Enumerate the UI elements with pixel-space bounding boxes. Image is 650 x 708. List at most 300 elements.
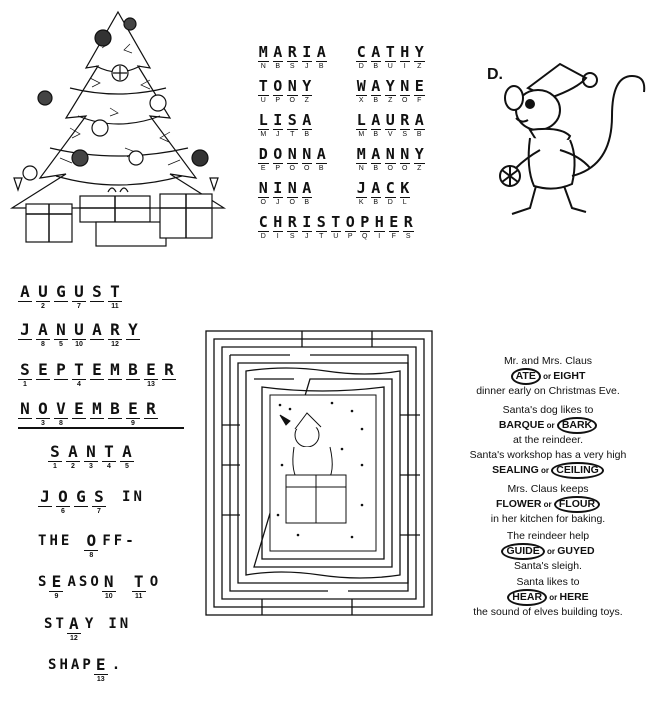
cipher-letter: E <box>414 77 424 95</box>
plain-letter: O <box>149 574 159 590</box>
cipher-letter: A <box>371 111 381 129</box>
cipher-word <box>256 44 329 72</box>
cipher-code: J <box>305 233 309 240</box>
plain-letter: F <box>102 533 111 549</box>
blank-number: 11 <box>135 593 143 600</box>
month-letter-cell <box>54 283 68 311</box>
cipher-code: N <box>260 63 266 70</box>
cipher-word <box>256 180 314 208</box>
cipher-cell <box>329 214 344 242</box>
choice-option-b: BARK <box>557 417 597 434</box>
plain-letter: S <box>44 616 53 632</box>
cipher-letter: O <box>273 77 283 95</box>
monkey-santa-illustration <box>490 58 650 228</box>
cipher-code: L <box>402 199 407 206</box>
cipher-letter: R <box>287 213 297 231</box>
blank-number: 10 <box>104 593 113 600</box>
blank-cell <box>102 573 116 601</box>
cipher-letter: R <box>403 213 413 231</box>
cipher-code: O <box>260 199 266 206</box>
month-number <box>18 340 32 349</box>
cipher-code: F <box>391 233 396 240</box>
choice-block <box>448 404 648 447</box>
choice-options <box>448 462 648 479</box>
plain-letter: T <box>38 533 47 549</box>
choice-or: or <box>538 466 552 475</box>
plain-letter: N <box>119 616 129 632</box>
cipher-code: J <box>276 199 280 206</box>
cipher-cell <box>271 214 286 242</box>
choice-rest: dinner early on Christmas Eve. <box>476 385 620 397</box>
month-number: 9 <box>131 420 135 427</box>
plain-letter: H <box>49 533 58 549</box>
cipher-cell <box>369 78 384 106</box>
cipher-cell <box>383 44 398 72</box>
santa-letter: T <box>102 443 116 462</box>
cipher-letter: H <box>273 213 283 231</box>
choice-options <box>448 543 648 560</box>
cipher-letter: A <box>371 43 381 61</box>
month-number <box>90 302 104 311</box>
cipher-cell <box>271 112 286 140</box>
blank-number: 9 <box>54 593 59 600</box>
cipher-code: M <box>260 131 267 138</box>
sentence-line <box>38 532 137 560</box>
month-word <box>18 283 126 311</box>
month-letter: G <box>54 283 68 302</box>
cipher-code: B <box>373 131 379 138</box>
choice-option-a: SEALING <box>492 464 539 476</box>
santa-number: 5 <box>125 463 129 470</box>
choice-block <box>448 449 648 479</box>
cipher-cell <box>383 112 398 140</box>
plain-letter: I <box>122 489 131 505</box>
month-letter-cell <box>108 400 122 428</box>
cipher-code: Q <box>362 233 368 240</box>
month-number: 7 <box>77 303 81 310</box>
cipher-cell <box>383 78 398 106</box>
cipher-word <box>354 78 427 106</box>
month-letter-cell <box>144 400 158 428</box>
choice-prompt: The reindeer help <box>506 530 590 542</box>
cipher-letter: A <box>302 179 312 197</box>
cipher-cell <box>271 180 286 208</box>
cipher-code: B <box>304 199 310 206</box>
blank-number: 13 <box>96 676 105 683</box>
month-number <box>54 302 68 311</box>
cipher-cell <box>256 180 271 208</box>
blank-number <box>74 507 88 516</box>
choice-or: or <box>547 593 560 602</box>
blank-cell <box>56 488 70 516</box>
month-letter-cell <box>72 400 86 428</box>
month-letter-cell <box>54 321 68 349</box>
cipher-cell <box>314 214 329 242</box>
month-letter: Y <box>126 321 140 340</box>
month-letter-cell <box>126 400 140 428</box>
plain-letter: E <box>60 533 70 549</box>
cipher-cell <box>256 112 271 140</box>
cipher-code: P <box>347 233 353 240</box>
cipher-cell <box>369 112 384 140</box>
plain-letter: H <box>59 657 68 673</box>
cipher-word <box>256 112 314 140</box>
santa-letter-cell <box>84 443 98 471</box>
cipher-code: Z <box>417 165 422 172</box>
plain-letter: T <box>55 616 64 632</box>
blank-cell <box>74 488 88 516</box>
cipher-code: J <box>276 131 280 138</box>
cipher-code: J <box>305 63 309 70</box>
choice-or: or <box>544 421 557 430</box>
cipher-code: U <box>260 97 266 104</box>
choice-option-b: CEILING <box>551 462 604 479</box>
month-letter: R <box>108 321 122 340</box>
cipher-letter: O <box>345 213 355 231</box>
choice-option-b: HERE <box>559 591 589 603</box>
month-letter-cell <box>18 400 32 428</box>
choice-prompt: Santa's workshop has a very high <box>469 449 627 461</box>
cipher-code: I <box>276 233 279 240</box>
cipher-letter: L <box>356 111 366 129</box>
month-number: 8 <box>59 420 63 427</box>
cipher-letter: I <box>273 179 283 197</box>
month-number: 2 <box>41 303 45 310</box>
choice-block <box>448 355 648 398</box>
month-letter: U <box>72 283 86 302</box>
month-letter: B <box>126 361 140 380</box>
month-letter: E <box>126 400 140 419</box>
cipher-cell <box>354 180 369 208</box>
cipher-letter: J <box>356 179 366 197</box>
cipher-code: B <box>416 131 422 138</box>
cipher-cell <box>285 214 300 242</box>
blank-number: 12 <box>69 635 78 642</box>
choice-prompt: Santa likes to <box>516 576 580 588</box>
month-letter: E <box>144 361 158 380</box>
month-letter-cell <box>72 283 86 311</box>
blank-letter: A <box>67 615 81 634</box>
cipher-cell <box>285 112 300 140</box>
blank-letter: N <box>102 573 116 592</box>
blank-letter: O <box>56 488 70 507</box>
month-number <box>18 302 32 311</box>
cipher-letter: L <box>258 111 268 129</box>
cipher-code: S <box>289 63 295 70</box>
month-letter-cell <box>162 361 176 389</box>
cipher-word <box>256 78 314 106</box>
plain-letter: A <box>70 657 80 673</box>
cipher-cell <box>343 214 358 242</box>
blank-cell <box>67 615 81 643</box>
maze-illustration <box>202 325 440 621</box>
cipher-letter: A <box>371 179 381 197</box>
cipher-letter: A <box>414 111 424 129</box>
blank-letter: G <box>74 488 88 507</box>
choice-option-a: HEAR <box>507 589 547 606</box>
plain-letter: N <box>133 489 142 505</box>
choice-rest: in her kitchen for baking. <box>490 513 606 525</box>
santa-number: 1 <box>53 463 57 470</box>
month-letter-cell <box>54 400 68 428</box>
cipher-letter: N <box>400 145 410 163</box>
month-letter: T <box>108 283 122 302</box>
plain-letter: . <box>111 657 121 673</box>
cipher-cell <box>354 146 369 174</box>
month-word <box>18 321 144 349</box>
cipher-cell <box>300 112 315 140</box>
blank-letter: J <box>38 488 52 507</box>
month-number <box>126 340 140 349</box>
blank-number <box>38 507 52 516</box>
cipher-cell <box>383 180 398 208</box>
blank-letter: E <box>49 573 63 592</box>
plain-letter: P <box>82 657 91 673</box>
cipher-letter: H <box>374 213 384 231</box>
cipher-code: I <box>378 233 381 240</box>
cipher-cell <box>256 146 271 174</box>
choice-prompt: Santa's dog likes to <box>502 404 594 416</box>
month-letter-cell <box>36 400 50 428</box>
cipher-code: Z <box>417 63 422 70</box>
santa-letter-cell <box>102 443 116 471</box>
cipher-cell <box>300 214 315 242</box>
month-letter-cell <box>90 283 104 311</box>
cipher-code: N <box>358 165 364 172</box>
choice-rest: the sound of elves building toys. <box>473 606 623 618</box>
sentence-line <box>48 656 123 684</box>
cipher-code: K <box>358 199 364 206</box>
cipher-code: E <box>260 165 266 172</box>
cipher-code: T <box>319 233 324 240</box>
cipher-cell <box>300 44 315 72</box>
month-letter: A <box>36 321 50 340</box>
cipher-cell <box>285 44 300 72</box>
month-word <box>18 400 162 428</box>
blank-number: 7 <box>97 508 101 515</box>
cipher-letter: A <box>316 145 326 163</box>
cipher-code: B <box>373 97 379 104</box>
santa-number: 3 <box>89 463 93 470</box>
cipher-letter: A <box>371 77 381 95</box>
cipher-letter: Y <box>385 77 395 95</box>
cipher-code: D <box>260 233 266 240</box>
divider-line <box>18 427 184 429</box>
month-letter-cell <box>72 361 86 389</box>
blank-number: 8 <box>89 552 94 559</box>
panel-label: D. <box>487 66 503 83</box>
choice-option-a: BARQUE <box>498 419 545 431</box>
month-number: 11 <box>111 303 119 310</box>
cipher-cell <box>271 146 286 174</box>
cipher-code: P <box>275 97 281 104</box>
cipher-code: B <box>304 131 310 138</box>
plain-letter: I <box>108 616 117 632</box>
cipher-cell <box>387 214 402 242</box>
cipher-cell <box>256 214 271 242</box>
month-letter-cell <box>90 321 104 349</box>
sentence-line <box>44 615 131 643</box>
cipher-letter: T <box>258 77 268 95</box>
cipher-letter: W <box>356 77 366 95</box>
santa-number: 2 <box>71 463 75 470</box>
cipher-code: O <box>402 97 408 104</box>
blank-cell <box>84 532 98 560</box>
cipher-cell <box>412 146 427 174</box>
cipher-cell <box>285 146 300 174</box>
cipher-cell <box>314 146 329 174</box>
cipher-letter: N <box>258 179 268 197</box>
month-number: 1 <box>23 381 27 388</box>
cipher-cell <box>369 146 384 174</box>
cipher-word <box>256 214 416 242</box>
cipher-cell <box>285 78 300 106</box>
month-number: 13 <box>147 381 155 388</box>
month-number: 4 <box>77 381 81 388</box>
choice-or: or <box>540 372 554 381</box>
month-number <box>162 380 176 389</box>
blank-letter: S <box>92 488 106 507</box>
cipher-word <box>354 44 427 72</box>
cipher-code: Z <box>304 97 309 104</box>
cipher-code: O <box>289 199 295 206</box>
cipher-letter: N <box>302 145 312 163</box>
month-letter-cell <box>54 361 68 389</box>
santa-letter: A <box>120 443 134 462</box>
month-letter: J <box>18 321 32 340</box>
cipher-word <box>354 146 427 174</box>
month-letter: A <box>90 321 104 340</box>
cipher-cell <box>354 78 369 106</box>
month-number: 12 <box>111 341 119 348</box>
cipher-letter: U <box>385 111 395 129</box>
cipher-letter: Y <box>414 145 424 163</box>
choice-block <box>448 483 648 526</box>
blank-number: 6 <box>61 508 65 515</box>
cipher-code: D <box>358 63 364 70</box>
santa-letter-cell <box>48 443 62 471</box>
cipher-letter: N <box>400 77 410 95</box>
cipher-cell <box>398 112 413 140</box>
cipher-code: F <box>417 97 422 104</box>
blank-cell <box>132 573 146 601</box>
choice-option-b: EIGHT <box>553 370 586 382</box>
cipher-code: U <box>333 233 339 240</box>
month-number <box>126 380 140 389</box>
cipher-cell <box>372 214 387 242</box>
plain-letter: S <box>78 574 88 590</box>
choice-options <box>448 589 648 606</box>
cipher-letter: C <box>356 43 366 61</box>
cipher-cell <box>300 180 315 208</box>
cipher-cell <box>314 44 329 72</box>
cipher-letter: T <box>385 43 395 61</box>
month-letter-cell <box>18 283 32 311</box>
cipher-letter: N <box>287 179 297 197</box>
plain-letter: A <box>67 574 76 590</box>
choice-option-b: GUYED <box>557 545 595 557</box>
cipher-code: B <box>275 63 281 70</box>
cipher-letter: I <box>302 213 312 231</box>
cipher-letter: C <box>385 179 395 197</box>
month-letter: E <box>72 400 86 419</box>
month-letter-cell <box>18 321 32 349</box>
choice-option-a: FLOWER <box>495 498 542 510</box>
choice-option-a: GUIDE <box>501 543 544 560</box>
month-letter: M <box>90 400 104 419</box>
cipher-code: V <box>387 131 393 138</box>
month-number <box>90 340 104 349</box>
cipher-code: M <box>358 131 365 138</box>
choice-prompt: Mr. and Mrs. Claus <box>503 355 593 367</box>
cipher-cell <box>354 112 369 140</box>
cipher-letter: A <box>273 43 283 61</box>
month-letter: E <box>36 361 50 380</box>
cipher-cell <box>398 78 413 106</box>
choice-or: or <box>544 547 558 556</box>
santa-letter: S <box>48 443 62 462</box>
cipher-letter: D <box>258 145 268 163</box>
cipher-code: X <box>358 97 364 104</box>
cipher-cell <box>300 146 315 174</box>
blank-letter: E <box>94 656 108 675</box>
blank-cell <box>94 656 108 684</box>
santa-number: 4 <box>107 463 111 470</box>
cipher-letter: Y <box>414 43 424 61</box>
cipher-cell <box>256 44 271 72</box>
month-letter: N <box>18 400 32 419</box>
christmas-tree-illustration <box>0 8 236 248</box>
cipher-cell <box>412 78 427 106</box>
cipher-code: B <box>318 165 324 172</box>
cipher-code: B <box>373 199 379 206</box>
choice-block <box>448 530 648 573</box>
cipher-cell <box>398 180 413 208</box>
cipher-cell <box>412 112 427 140</box>
month-letter: E <box>90 361 104 380</box>
cipher-code: O <box>289 165 295 172</box>
cipher-code: U <box>387 63 393 70</box>
month-number: 3 <box>41 420 45 427</box>
cipher-code: P <box>275 165 281 172</box>
cipher-code: D <box>387 199 393 206</box>
choice-or: or <box>541 500 554 509</box>
cipher-cell <box>369 44 384 72</box>
cipher-letter: R <box>400 111 410 129</box>
month-letter: S <box>18 361 32 380</box>
cipher-code: I <box>403 63 406 70</box>
choice-option-b: FLOUR <box>554 496 600 513</box>
month-letter: A <box>18 283 32 302</box>
plain-letter: - <box>125 533 134 549</box>
month-letter: B <box>108 400 122 419</box>
cipher-code: Z <box>388 97 393 104</box>
month-letter: M <box>108 361 122 380</box>
cipher-code: B <box>318 63 324 70</box>
month-letter: P <box>54 361 68 380</box>
month-letter-cell <box>90 400 104 428</box>
cipher-code: B <box>373 63 379 70</box>
choice-options <box>448 417 648 434</box>
cipher-code: S <box>402 131 408 138</box>
month-letter: S <box>90 283 104 302</box>
cipher-cell <box>300 78 315 106</box>
cipher-letter: A <box>316 43 326 61</box>
month-word <box>18 361 180 389</box>
plain-letter: S <box>38 574 47 590</box>
month-letter-cell <box>108 283 122 311</box>
cipher-letter: H <box>400 43 410 61</box>
